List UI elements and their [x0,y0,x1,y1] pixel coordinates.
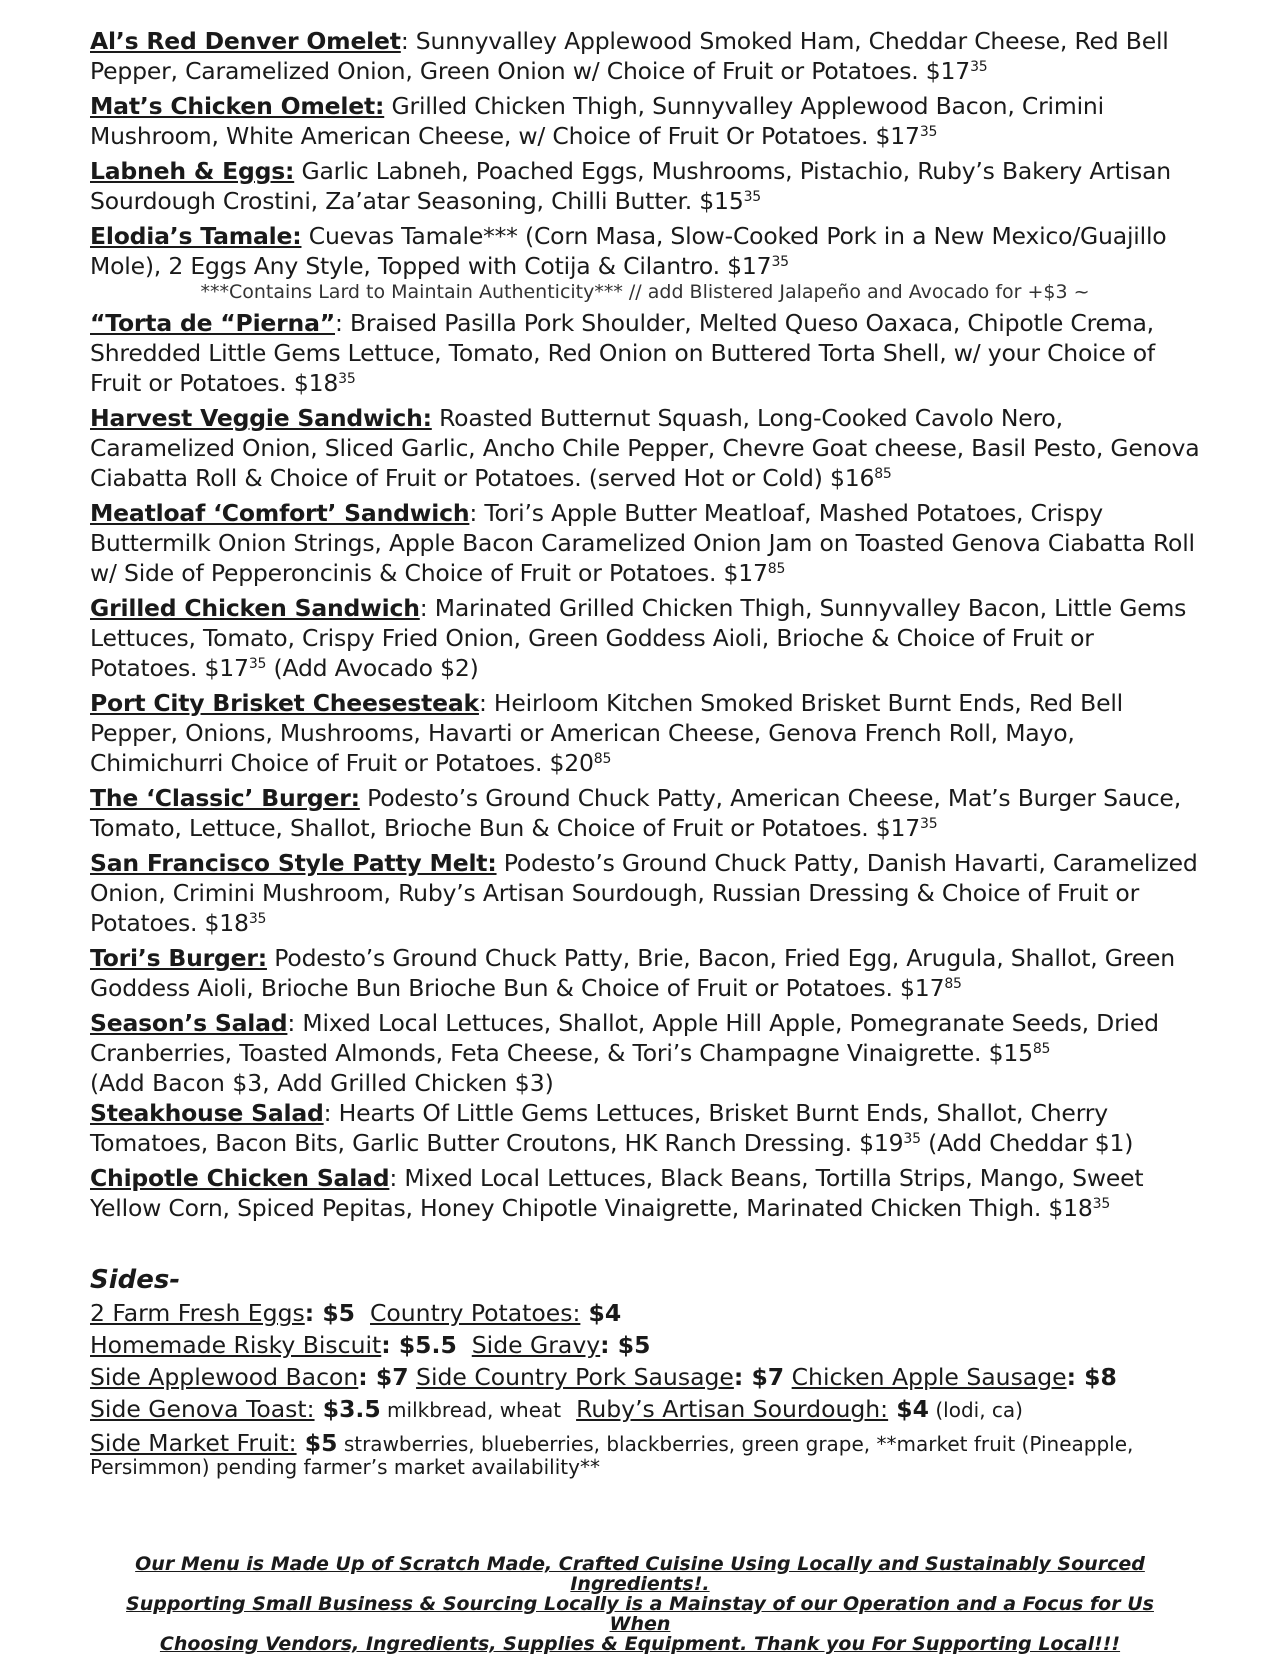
side-toast-price: $3.5 [314,1395,381,1423]
item-cents: 35 [248,911,267,928]
item-cents: 85 [1032,1041,1051,1058]
item-desc: Heirloom Kitchen Smoked Brisket Burnt Ends, Red Bell Pepper, Onions, Mushrooms, Havarti or American Cheese, Genova French Roll, Mayo, Chimichurri Choice of Fruit or Potatoes. $20 [90,689,1123,777]
sides-title: Sides- [90,1265,181,1295]
sides-row-2 [90,1329,1200,1361]
item-desc: Braised Pasilla Pork Shoulder, Melted Queso Oaxaca, Chipotle Crema, Shredded Little Gems Lettuce, Tomato, Red Onion on Buttered Torta Shell, w/ your Choice of Fruit or Potatoes. $18 [90,309,1156,397]
side-toast-name: Side Genova Toast: [90,1395,315,1423]
item-cents: 35 [903,1131,921,1148]
side-chicken-sausage-name: Chicken Apple Sausage [791,1363,1067,1391]
side-bacon-name: Side Applewood Bacon [90,1363,359,1391]
item-name: “Torta de “Pierna” [90,309,335,337]
side-fruit-note: strawberries, blueberries, blackberries, green grape, **market fruit (Pineapple, Persimmon) pending farmer’s market availability** [90,1432,1134,1479]
side-sausage-name: Side Country Pork Sausage [416,1363,734,1391]
item-desc: Podesto’s Ground Chuck Patty, American Cheese, Mat’s Burger Sauce, Tomato, Lettuce, Shallot, Brioche Bun & Choice of Fruit or Potatoes. $17 [90,784,1181,842]
item-desc: Mixed Local Lettuces, Black Beans, Tortilla Strips, Mango, Sweet Yellow Corn, Spiced Pepitas, Honey Chipotle Vinaigrette, Marinated Chicken Thigh. $18 [90,1164,1144,1222]
side-sausage-price: : $7 [733,1363,785,1391]
item-cents: 85 [593,751,612,768]
item-sep: : [389,1164,398,1192]
item-desc: Hearts Of Little Gems Lettuces, Brisket Burnt Ends, Shallot, Cherry Tomatoes, Bacon Bits, Garlic Butter Croutons, HK Ranch Dressing. $19 [90,1099,1108,1157]
item-name: The ‘Classic’ Burger: [90,784,360,812]
item-cents: 35 [743,189,761,206]
menu-item [90,26,1200,86]
side-toast-note: milkbread, wheat [380,1398,562,1422]
side-biscuit-price: : $5.5 [381,1331,457,1359]
sides-row-5 [90,1429,1200,1479]
sides-row-3 [90,1361,1200,1393]
item-desc: Podesto’s Ground Chuck Patty, Danish Havarti, Caramelized Onion, Crimini Mushroom, Ruby’s Artisan Sourdough, Russian Dressing & Choice of Fruit or Potatoes. $18 [90,849,1198,937]
item-name: San Francisco Style Patty Melt: [90,849,497,877]
side-eggs-price: : $5 [304,1299,356,1327]
item-name: Grilled Chicken Sandwich [90,594,420,622]
sides-row-1 [90,1297,1200,1329]
footer-line-3: Choosing Vendors, Ingredients, Supplies & Equipment. Thank you For Supporting Local!!! [159,1633,1121,1655]
menu-item [90,91,1200,151]
menu-group-breakfast [90,26,1200,281]
item-cents: 85 [874,466,892,483]
item-cents: 35 [970,59,988,76]
menu-group-sandwiches [90,308,1200,1003]
item-name: Chipotle Chicken Salad [90,1164,390,1192]
side-eggs-name: 2 Farm Fresh Eggs [90,1299,305,1327]
item-name: Mat’s Chicken Omelet: [90,92,385,120]
side-potatoes-price: $4 [580,1299,622,1327]
item-sep: : [323,1099,332,1127]
item-sep: : [469,499,478,527]
menu-item-season-salad [90,1008,1200,1068]
item-name: Season’s Salad [90,1009,288,1037]
item-cents: 85 [767,561,786,578]
item-desc: Tori’s Apple Butter Meatloaf, Mashed Potatoes, Crispy Buttermilk Onion Strings, Apple Bacon Caramelized Onion Jam on Toasted Genova Ciabatta Roll w/ Side of Pepperoncinis & Choice of Fruit or Potatoes. $17 [90,499,1195,587]
item-desc: Roasted Butternut Squash, Long-Cooked Cavolo Nero, Caramelized Onion, Sliced Garlic, Ancho Chile Pepper, Chevre Goat cheese, Basil Pesto, Genova Ciabatta Roll & Choice of Fruit or Potatoes. (served Hot or Cold) $16 [90,404,1200,492]
menu-item [90,943,1200,1003]
side-sourdough-name: Ruby’s Artisan Sourdough: [576,1395,889,1423]
menu-group-salads [90,1098,1200,1223]
menu-item [90,156,1200,216]
item-sep: : [478,689,487,717]
item-extra: (Add Cheddar $1) [920,1129,1134,1157]
side-biscuit-name: Homemade Risky Biscuit [90,1331,382,1359]
menu-page [90,26,1200,1478]
menu-item [90,593,1200,683]
side-fruit-price: $5 [296,1429,338,1457]
footer-line-2: Supporting Small Business & Sourcing Locally is a Mainstay of our Operation and a Focus for Us When [126,1593,1154,1635]
menu-item [90,1163,1200,1223]
item-name: Tori’s Burger: [90,944,267,972]
item-sep: : [400,27,409,55]
menu-item [90,688,1200,778]
item-name: Labneh & Eggs: [90,157,295,185]
season-salad-addon: (Add Bacon $3, Add Grilled Chicken $3) [90,1069,554,1097]
item-cents: 35 [771,254,789,271]
item-desc: Sunnyvalley Applewood Smoked Ham, Cheddar Cheese, Red Bell Pepper, Caramelized Onion, Green Onion w/ Choice of Fruit or Potatoes. $17 [90,27,1169,85]
item-sep: : [287,1009,296,1037]
side-fruit-name: Side Market Fruit: [90,1429,297,1457]
side-bacon-price: : $7 [358,1363,409,1391]
menu-item [90,403,1200,493]
item-cents: 35 [919,124,938,141]
item-desc: Marinated Grilled Chicken Thigh, Sunnyvalley Bacon, Little Gems Lettuces, Tomato, Crispy Fried Onion, Green Goddess Aioli, Brioche & Choice of Fruit or Potatoes. $17 [90,594,1187,682]
side-gravy-price: : $5 [600,1331,651,1359]
item-name: Meatloaf ‘Comfort’ Sandwich [90,499,470,527]
menu-item [90,1098,1200,1158]
footer-line-1: Our Menu is Made Up of Scratch Made, Crafted Cuisine Using Locally and Sustainably Sourced Ingredients!. [135,1553,1145,1595]
item-desc: Mixed Local Lettuces, Shallot, Apple Hill Apple, Pomegranate Seeds, Dried Cranberries, Toasted Almonds, Feta Cheese, & Tori’s Champagne Vinaigrette. $15 [90,1009,1159,1067]
side-sourdough-note: (lodi, ca) [929,1398,1023,1422]
sides-row-4 [90,1393,1200,1426]
side-chicken-sausage-price: : $8 [1066,1363,1117,1391]
item-cents: 35 [248,656,267,673]
item-name: Al’s Red Denver Omelet [90,27,401,55]
item-cents: 35 [338,371,356,388]
item-cents: 35 [1092,1196,1111,1213]
menu-item [90,308,1200,398]
item-sep: : [419,594,428,622]
item-desc: Garlic Labneh, Poached Eggs, Mushrooms, Pistachio, Ruby’s Bakery Artisan Sourdough Crostini, Za’atar Seasoning, Chilli Butter. $15 [90,157,1171,215]
menu-item [90,848,1200,938]
item-name: Elodia’s Tamale: [90,222,302,250]
side-sourdough-price: $4 [888,1395,929,1423]
side-gravy-name: Side Gravy [471,1331,601,1359]
item-cents: 35 [920,816,938,833]
item-name: Harvest Veggie Sandwich: [90,404,432,432]
footer-note [95,1554,1185,1654]
item-desc: Podesto’s Ground Chuck Patty, Brie, Bacon, Fried Egg, Arugula, Shallot, Green Goddess Aioli, Brioche Bun Brioche Bun & Choice of Fruit or Potatoes. $17 [90,944,1175,1002]
item-desc: Cuevas Tamale*** (Corn Masa, Slow-Cooked Pork in a New Mexico/Guajillo Mole), 2 Eggs Any Style, Topped with Cotija & Cilantro. $17 [90,222,1167,280]
item-sep: : [335,309,343,337]
item-desc: Grilled Chicken Thigh, Sunnyvalley Applewood Bacon, Crimini Mushroom, White American Cheese, w/ Choice of Fruit Or Potatoes. $17 [90,92,1104,150]
menu-item [90,783,1200,843]
menu-item [90,498,1200,588]
item-name: Steakhouse Salad [90,1099,324,1127]
item-extra: (Add Avocado $2) [266,654,479,682]
tamale-note: ***Contains Lard to Maintain Authenticity*** // add Blistered Jalapeño and Avocado for +$3 ~ [200,281,1090,303]
menu-item [90,221,1200,281]
item-cents: 85 [944,976,962,993]
item-name: Port City Brisket Cheesesteak [90,689,479,717]
side-potatoes-name: Country Potatoes: [370,1299,581,1327]
